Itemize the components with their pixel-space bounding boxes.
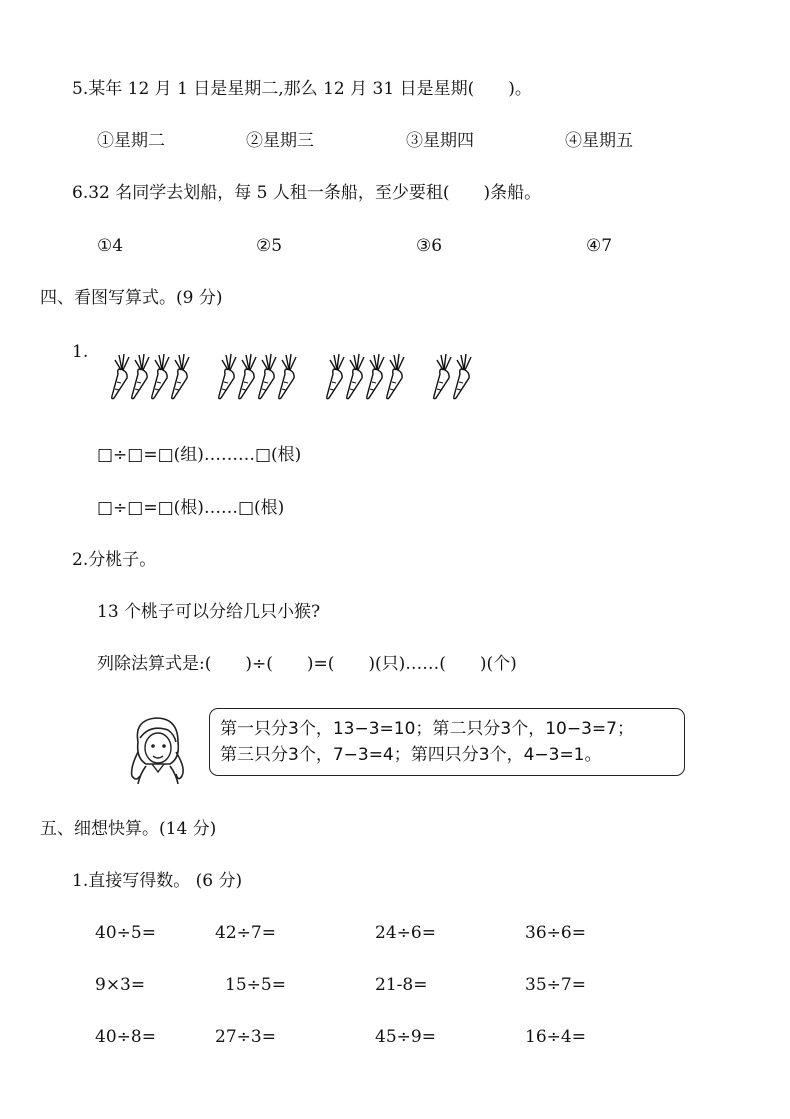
q5-option-1[interactable]: ①星期二 xyxy=(97,131,165,151)
calc-item: 40÷8= xyxy=(95,1027,156,1047)
carrot xyxy=(239,354,256,399)
question-6: 6.32 名同学去划船，每 5 人租一条船，至少要租( )条船。 xyxy=(72,183,542,203)
q6-option-2[interactable]: ②5 xyxy=(256,236,283,256)
q5-option-4[interactable]: ④星期五 xyxy=(565,131,633,151)
carrot xyxy=(434,354,451,399)
section-5-title: 五、细想快算。(14 分) xyxy=(40,819,217,839)
carrot xyxy=(367,354,384,399)
calc-item: 16÷4= xyxy=(525,1027,586,1047)
speech-line-1: 第一只分3个，13−3=10；第二只分3个，10−3=7； xyxy=(220,719,634,739)
girl-illustration xyxy=(120,712,202,784)
q6-option-3[interactable]: ③6 xyxy=(416,236,443,256)
section-4-title: 四、看图写算式。(9 分) xyxy=(40,288,223,308)
section-4-q2-question: 13 个桃子可以分给几只小猴? xyxy=(97,602,321,622)
carrot-group-4 xyxy=(430,352,480,402)
q6-option-4[interactable]: ④7 xyxy=(586,236,613,256)
calc-item: 36÷6= xyxy=(525,923,586,943)
formula-groups: □÷□=□(组)………□(根) xyxy=(97,445,302,465)
carrot xyxy=(327,354,344,399)
calc-item: 24÷6= xyxy=(375,923,436,943)
section-4-q2-title: 2.分桃子。 xyxy=(72,550,157,570)
speech-bubble xyxy=(209,708,685,776)
q5-option-2[interactable]: ②星期三 xyxy=(246,131,314,151)
division-formula-blank: 列除法算式是:( )÷( )=( )(只)……( )(个) xyxy=(97,654,517,674)
section-4-q1-number: 1. xyxy=(72,342,89,362)
carrot-icon xyxy=(323,352,409,402)
carrot xyxy=(132,354,149,399)
calc-item: 45÷9= xyxy=(375,1027,436,1047)
carrot-group-1 xyxy=(108,352,194,402)
calc-item: 21-8= xyxy=(375,975,428,995)
carrot xyxy=(219,354,236,399)
carrot-group-3 xyxy=(323,352,409,402)
section-5-q1-title: 1.直接写得数。 (6 分) xyxy=(72,871,243,891)
carrot xyxy=(112,354,129,399)
carrot-icon xyxy=(430,352,480,402)
q6-option-1[interactable]: ①4 xyxy=(97,236,124,256)
calc-item: 40÷5= xyxy=(95,923,156,943)
calc-item: 15÷5= xyxy=(225,975,286,995)
carrot xyxy=(454,354,471,399)
carrot xyxy=(172,354,189,399)
formula-per-group: □÷□=□(根)……□(根) xyxy=(97,498,285,518)
question-5: 5.某年 12 月 1 日是星期二,那么 12 月 31 日是星期( )。 xyxy=(72,79,532,99)
calc-item: 42÷7= xyxy=(215,923,276,943)
speech-line-2: 第三只分3个，7−3=4；第四只分3个，4−3=1。 xyxy=(220,745,602,765)
calc-item: 9×3= xyxy=(95,975,146,995)
calc-item: 27÷3= xyxy=(215,1027,276,1047)
calc-item: 35÷7= xyxy=(525,975,586,995)
carrot-group-2 xyxy=(215,352,301,402)
carrot-icon xyxy=(215,352,301,402)
q5-option-3[interactable]: ③星期四 xyxy=(406,131,474,151)
carrot xyxy=(347,354,364,399)
carrot xyxy=(259,354,276,399)
carrot xyxy=(279,354,296,399)
carrot xyxy=(152,354,169,399)
carrot-icon xyxy=(108,352,194,402)
carrot xyxy=(387,354,404,399)
